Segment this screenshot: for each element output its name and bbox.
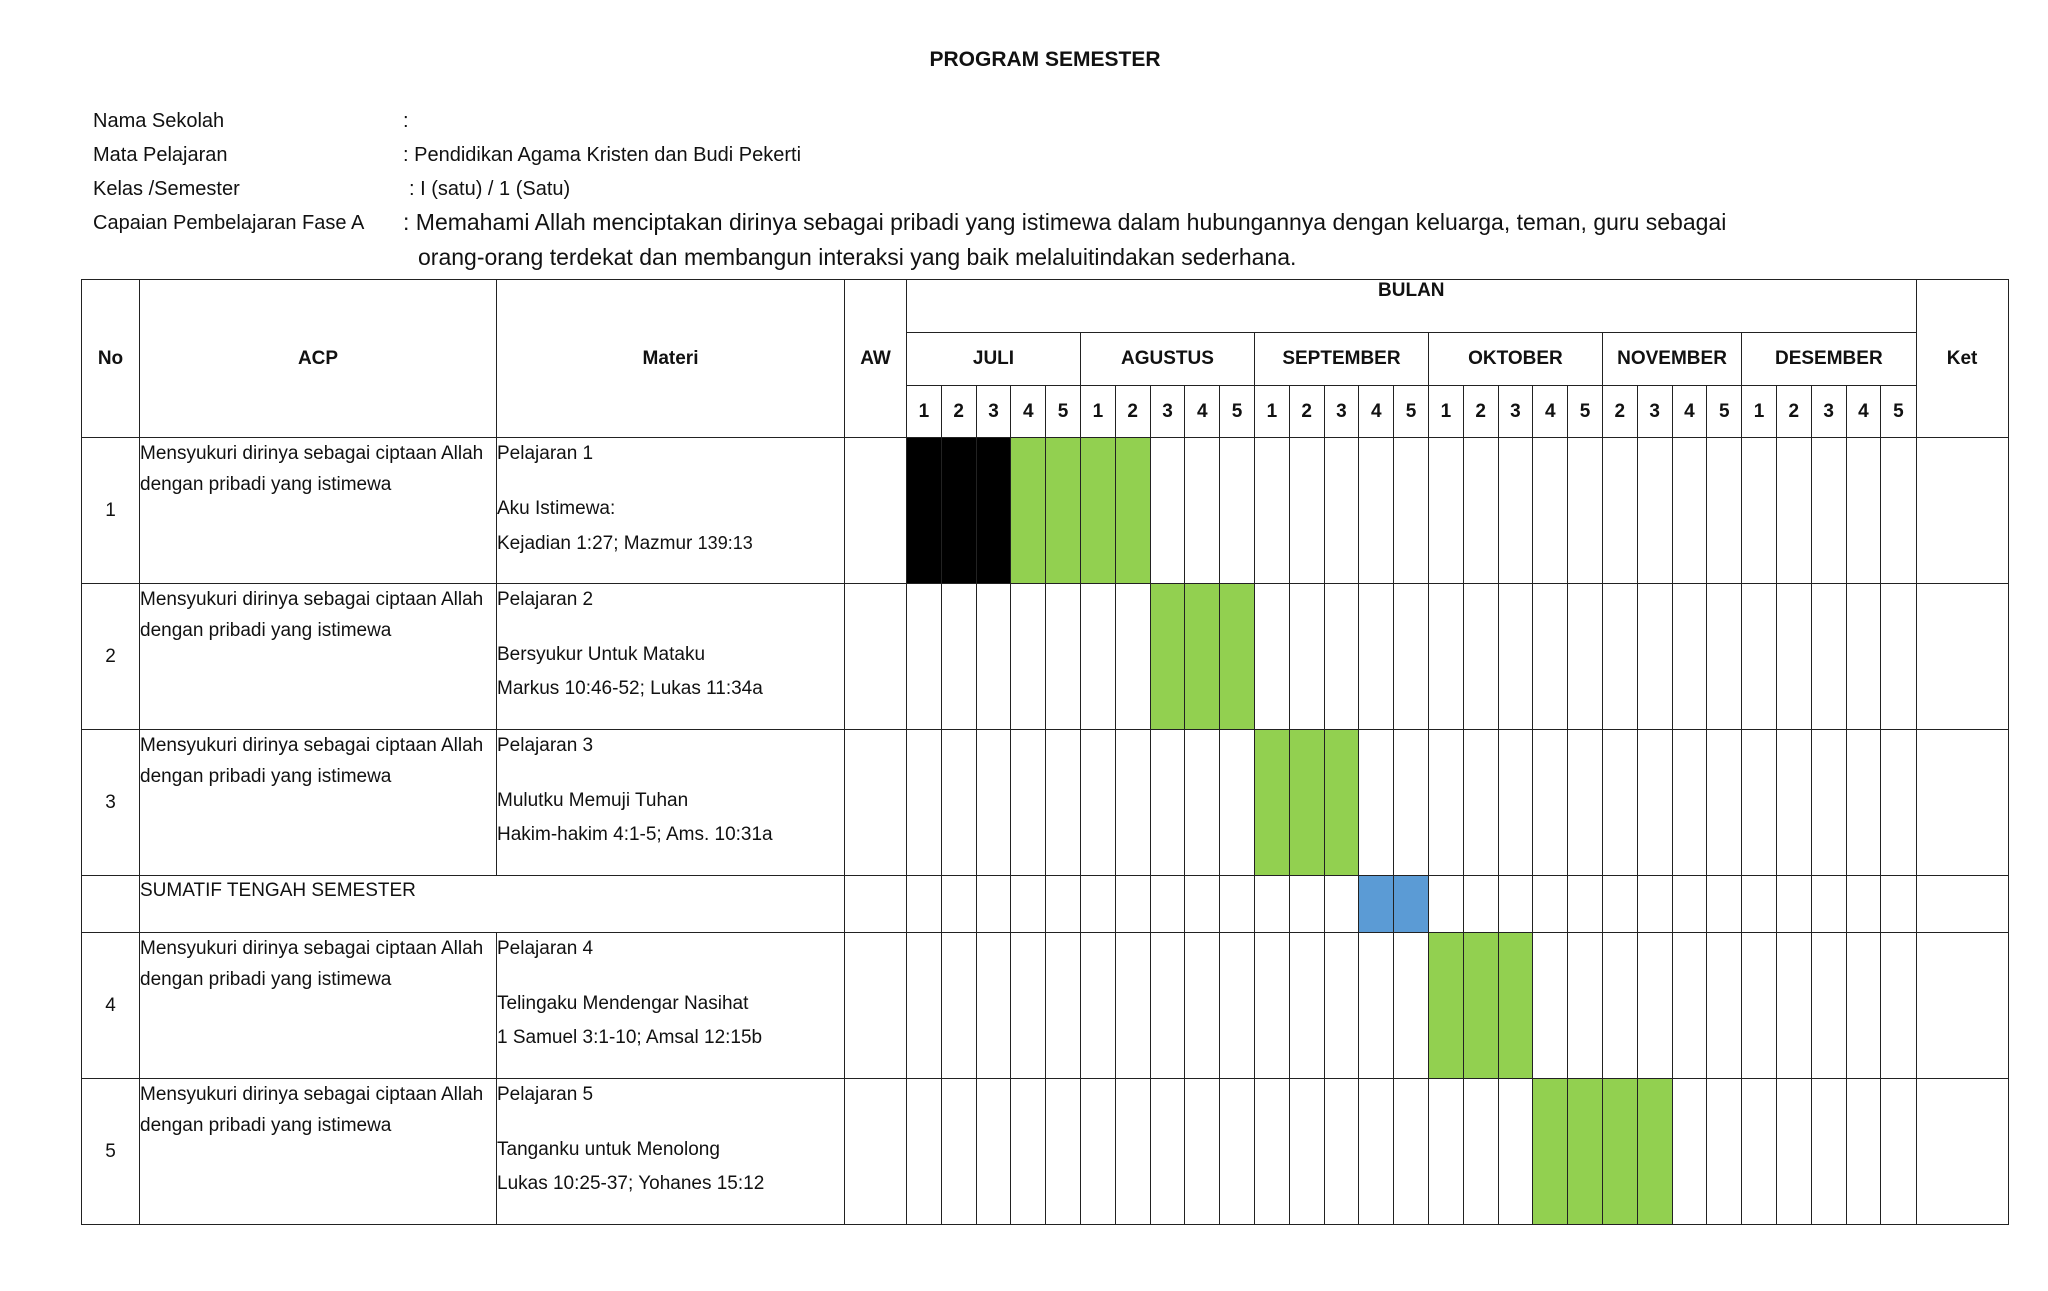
schedule-cell bbox=[1150, 933, 1185, 1079]
row-ket bbox=[1916, 438, 2008, 584]
schedule-cell-filled bbox=[1254, 730, 1289, 876]
schedule-cell bbox=[1881, 1079, 1916, 1225]
schedule-cell bbox=[1776, 584, 1811, 730]
schedule-cell bbox=[976, 1079, 1011, 1225]
schedule-cell bbox=[1881, 933, 1916, 1079]
schedule-cell bbox=[1254, 933, 1289, 1079]
program-semester-table bbox=[81, 279, 2009, 1225]
week-header-15: 5 bbox=[1394, 386, 1429, 438]
row-materi bbox=[497, 933, 845, 1079]
week-header-23: 4 bbox=[1672, 386, 1707, 438]
schedule-cell bbox=[1394, 584, 1429, 730]
schedule-cell bbox=[1498, 876, 1533, 933]
nama-sekolah-value: : bbox=[403, 110, 409, 132]
schedule-cell bbox=[1533, 876, 1568, 933]
schedule-cell bbox=[1080, 730, 1115, 876]
schedule-cell bbox=[1811, 933, 1846, 1079]
schedule-cell bbox=[1637, 876, 1672, 933]
row-no: 1 bbox=[82, 438, 140, 584]
month-september: SEPTEMBER bbox=[1254, 333, 1428, 386]
schedule-cell-filled bbox=[1394, 876, 1429, 933]
schedule-cell bbox=[907, 933, 942, 1079]
materi-reference: Markus 10:46-52; Lukas 11:34a bbox=[497, 678, 763, 699]
schedule-cell bbox=[1011, 730, 1046, 876]
schedule-cell bbox=[1463, 438, 1498, 584]
schedule-cell bbox=[1080, 1079, 1115, 1225]
schedule-cell bbox=[1115, 876, 1150, 933]
schedule-cell bbox=[1289, 933, 1324, 1079]
schedule-cell bbox=[1742, 584, 1777, 730]
schedule-cell bbox=[1707, 584, 1742, 730]
nama-sekolah-label: Nama Sekolah bbox=[93, 110, 225, 132]
schedule-cell bbox=[1185, 730, 1220, 876]
schedule-cell bbox=[1498, 584, 1533, 730]
row-materi bbox=[497, 1079, 845, 1225]
schedule-cell bbox=[1742, 933, 1777, 1079]
schedule-cell-filled bbox=[1220, 584, 1255, 730]
row-materi bbox=[497, 730, 845, 876]
schedule-cell bbox=[1080, 876, 1115, 933]
week-header-28: 4 bbox=[1846, 386, 1881, 438]
schedule-cell-filled bbox=[1533, 1079, 1568, 1225]
materi-topic: Aku Istimewa: bbox=[497, 498, 616, 519]
materi-reference-small: 139:13 bbox=[697, 533, 753, 553]
materi-reference: 1 Samuel 3:1-10; Amsal 12:15b bbox=[497, 1027, 763, 1048]
row-aw bbox=[845, 438, 907, 584]
week-header-17: 2 bbox=[1463, 386, 1498, 438]
table-row-5 bbox=[82, 1079, 2009, 1225]
materi-title: Pelajaran 4 bbox=[497, 938, 594, 959]
week-header-13: 3 bbox=[1324, 386, 1359, 438]
schedule-cell bbox=[1742, 730, 1777, 876]
schedule-cell bbox=[1568, 438, 1603, 584]
schedule-cell bbox=[907, 876, 942, 933]
schedule-cell bbox=[1846, 438, 1881, 584]
schedule-cell bbox=[1811, 730, 1846, 876]
schedule-cell bbox=[976, 584, 1011, 730]
schedule-cell bbox=[941, 584, 976, 730]
schedule-cell bbox=[1289, 876, 1324, 933]
schedule-cell bbox=[1846, 584, 1881, 730]
week-header-26: 2 bbox=[1776, 386, 1811, 438]
schedule-cell bbox=[1428, 876, 1463, 933]
schedule-cell bbox=[1359, 438, 1394, 584]
schedule-cell bbox=[1011, 933, 1046, 1079]
kelas-semester-label: Kelas /Semester bbox=[93, 178, 240, 200]
materi-reference: Hakim-hakim 4:1-5; Ams. 10:31a bbox=[497, 824, 773, 845]
materi-title: Pelajaran 2 bbox=[497, 589, 594, 610]
schedule-cell bbox=[1602, 584, 1637, 730]
schedule-cell bbox=[1742, 438, 1777, 584]
schedule-cell bbox=[1046, 1079, 1081, 1225]
schedule-cell bbox=[1637, 933, 1672, 1079]
schedule-cell bbox=[1254, 438, 1289, 584]
schedule-cell bbox=[1811, 876, 1846, 933]
schedule-cell bbox=[1637, 584, 1672, 730]
schedule-cell bbox=[1254, 584, 1289, 730]
row-ket bbox=[1916, 1079, 2008, 1225]
header-materi: Materi bbox=[497, 280, 845, 438]
schedule-cell bbox=[976, 933, 1011, 1079]
week-header-25: 1 bbox=[1742, 386, 1777, 438]
schedule-cell bbox=[1498, 730, 1533, 876]
schedule-cell bbox=[1150, 730, 1185, 876]
schedule-cell bbox=[1115, 933, 1150, 1079]
schedule-cell bbox=[1220, 730, 1255, 876]
materi-title: Pelajaran 3 bbox=[497, 735, 594, 756]
schedule-cell bbox=[1672, 730, 1707, 876]
schedule-cell-filled bbox=[1289, 730, 1324, 876]
row-ket bbox=[1916, 730, 2008, 876]
page-title: PROGRAM SEMESTER bbox=[929, 48, 1161, 71]
schedule-cell bbox=[1602, 730, 1637, 876]
schedule-cell bbox=[1220, 876, 1255, 933]
row-aw bbox=[845, 876, 907, 933]
schedule-cell-filled bbox=[1602, 1079, 1637, 1225]
month-agustus: AGUSTUS bbox=[1080, 333, 1254, 386]
schedule-cell bbox=[1463, 1079, 1498, 1225]
schedule-cell bbox=[1533, 933, 1568, 1079]
materi-topic: Mulutku Memuji Tuhan bbox=[497, 790, 689, 811]
schedule-cell bbox=[1707, 933, 1742, 1079]
schedule-cell bbox=[1776, 1079, 1811, 1225]
schedule-cell bbox=[1811, 438, 1846, 584]
row-ket bbox=[1916, 876, 2008, 933]
materi-topic: Telingaku Mendengar Nasihat bbox=[497, 993, 749, 1014]
schedule-cell-filled bbox=[1046, 438, 1081, 584]
week-header-7: 2 bbox=[1115, 386, 1150, 438]
row-no: 4 bbox=[82, 933, 140, 1079]
header-bulan: BULAN bbox=[907, 280, 1917, 333]
schedule-cell bbox=[1463, 730, 1498, 876]
schedule-cell bbox=[1046, 584, 1081, 730]
schedule-cell bbox=[1289, 1079, 1324, 1225]
schedule-cell bbox=[1220, 933, 1255, 1079]
schedule-cell bbox=[1707, 876, 1742, 933]
week-header-12: 2 bbox=[1289, 386, 1324, 438]
schedule-cell bbox=[1602, 438, 1637, 584]
header-no: No bbox=[82, 280, 140, 438]
schedule-cell bbox=[1394, 933, 1429, 1079]
week-header-20: 5 bbox=[1568, 386, 1603, 438]
schedule-cell bbox=[907, 584, 942, 730]
schedule-cell bbox=[1463, 584, 1498, 730]
header-acp: ACP bbox=[140, 280, 497, 438]
week-header-19: 4 bbox=[1533, 386, 1568, 438]
materi-reference-main: Kejadian 1:27; Mazmur bbox=[497, 533, 693, 554]
schedule-cell bbox=[1498, 438, 1533, 584]
schedule-cell bbox=[1533, 730, 1568, 876]
row-acp: Mensyukuri dirinya sebagai ciptaan Allah dengan pribadi yang istimewa bbox=[140, 438, 497, 584]
week-header-14: 4 bbox=[1359, 386, 1394, 438]
schedule-cell bbox=[1011, 876, 1046, 933]
schedule-cell-filled bbox=[1498, 933, 1533, 1079]
schedule-cell bbox=[1707, 438, 1742, 584]
schedule-cell bbox=[941, 730, 976, 876]
schedule-cell bbox=[1776, 438, 1811, 584]
schedule-cell bbox=[1672, 933, 1707, 1079]
week-header-21: 2 bbox=[1602, 386, 1637, 438]
table-row-sumatif bbox=[82, 876, 2009, 933]
capaian-value-line2: orang-orang terdekat dan membangun interaksi yang baik melaluitindakan sederhana. bbox=[418, 244, 1297, 270]
week-header-1: 1 bbox=[907, 386, 942, 438]
week-header-29: 5 bbox=[1881, 386, 1916, 438]
week-header-27: 3 bbox=[1811, 386, 1846, 438]
schedule-cell bbox=[941, 876, 976, 933]
row-acp: Mensyukuri dirinya sebagai ciptaan Allah dengan pribadi yang istimewa bbox=[140, 584, 497, 730]
week-header-5: 5 bbox=[1046, 386, 1081, 438]
schedule-cell-filled bbox=[1428, 933, 1463, 1079]
schedule-cell bbox=[1672, 584, 1707, 730]
schedule-cell bbox=[1776, 876, 1811, 933]
schedule-cell bbox=[1324, 933, 1359, 1079]
week-header-10: 5 bbox=[1220, 386, 1255, 438]
table-row-4 bbox=[82, 933, 2009, 1079]
sumatif-label: SUMATIF TENGAH SEMESTER bbox=[140, 876, 845, 933]
table-row-3 bbox=[82, 730, 2009, 876]
row-aw bbox=[845, 584, 907, 730]
schedule-cell bbox=[1185, 876, 1220, 933]
schedule-cell bbox=[1254, 876, 1289, 933]
schedule-cell bbox=[1637, 730, 1672, 876]
capaian-value-line1: : Memahami Allah menciptakan dirinya sebagai pribadi yang istimewa dalam hubungannya dengan keluarga, teman, guru sebagai bbox=[403, 209, 1727, 235]
mata-pelajaran-value: : Pendidikan Agama Kristen dan Budi Pekerti bbox=[403, 144, 802, 166]
schedule-cell bbox=[1428, 730, 1463, 876]
schedule-cell bbox=[1185, 933, 1220, 1079]
schedule-cell bbox=[1707, 730, 1742, 876]
schedule-cell bbox=[1637, 438, 1672, 584]
schedule-cell-filled bbox=[1115, 438, 1150, 584]
schedule-cell bbox=[1220, 438, 1255, 584]
schedule-cell-filled bbox=[1324, 730, 1359, 876]
schedule-cell bbox=[1533, 584, 1568, 730]
schedule-cell bbox=[1811, 584, 1846, 730]
schedule-cell bbox=[1220, 1079, 1255, 1225]
schedule-cell bbox=[1185, 1079, 1220, 1225]
week-header-8: 3 bbox=[1150, 386, 1185, 438]
week-header-18: 3 bbox=[1498, 386, 1533, 438]
schedule-cell bbox=[1881, 438, 1916, 584]
schedule-cell bbox=[1672, 438, 1707, 584]
schedule-cell bbox=[1881, 584, 1916, 730]
schedule-cell-filled bbox=[907, 438, 942, 584]
materi-topic: Tanganku untuk Menolong bbox=[497, 1139, 720, 1160]
schedule-cell bbox=[1672, 876, 1707, 933]
schedule-cell bbox=[1742, 1079, 1777, 1225]
week-header-11: 1 bbox=[1254, 386, 1289, 438]
schedule-cell-filled bbox=[1359, 876, 1394, 933]
schedule-cell bbox=[1568, 876, 1603, 933]
schedule-cell bbox=[1602, 933, 1637, 1079]
week-header-6: 1 bbox=[1080, 386, 1115, 438]
header-aw: AW bbox=[845, 280, 907, 438]
schedule-cell bbox=[1080, 584, 1115, 730]
schedule-cell bbox=[1428, 438, 1463, 584]
materi-title: Pelajaran 1 bbox=[497, 443, 594, 464]
schedule-cell bbox=[1359, 933, 1394, 1079]
schedule-cell-filled bbox=[1568, 1079, 1603, 1225]
schedule-cell bbox=[1080, 933, 1115, 1079]
row-no: 3 bbox=[82, 730, 140, 876]
materi-reference bbox=[497, 526, 844, 561]
row-aw bbox=[845, 933, 907, 1079]
schedule-cell bbox=[1463, 876, 1498, 933]
schedule-cell bbox=[1568, 933, 1603, 1079]
row-ket bbox=[1916, 584, 2008, 730]
row-no: 5 bbox=[82, 1079, 140, 1225]
schedule-cell bbox=[1846, 1079, 1881, 1225]
schedule-cell bbox=[1046, 933, 1081, 1079]
schedule-cell-filled bbox=[976, 438, 1011, 584]
schedule-cell bbox=[1289, 438, 1324, 584]
schedule-cell bbox=[1672, 1079, 1707, 1225]
week-header-3: 3 bbox=[976, 386, 1011, 438]
schedule-cell bbox=[1115, 1079, 1150, 1225]
schedule-cell bbox=[1254, 1079, 1289, 1225]
schedule-cell bbox=[1568, 584, 1603, 730]
schedule-cell bbox=[1742, 876, 1777, 933]
schedule-cell bbox=[1046, 730, 1081, 876]
row-no bbox=[82, 876, 140, 933]
schedule-cell-filled bbox=[1185, 584, 1220, 730]
schedule-cell bbox=[1150, 876, 1185, 933]
row-acp: Mensyukuri dirinya sebagai ciptaan Allah dengan pribadi yang istimewa bbox=[140, 1079, 497, 1225]
schedule-cell bbox=[976, 730, 1011, 876]
schedule-cell bbox=[1394, 730, 1429, 876]
month-november: NOVEMBER bbox=[1602, 333, 1741, 386]
schedule-cell bbox=[1289, 584, 1324, 730]
row-materi bbox=[497, 584, 845, 730]
week-header-9: 4 bbox=[1185, 386, 1220, 438]
materi-topic: Bersyukur Untuk Mataku bbox=[497, 644, 706, 665]
header-ket: Ket bbox=[1916, 280, 2008, 438]
schedule-cell bbox=[1776, 933, 1811, 1079]
schedule-cell bbox=[1394, 438, 1429, 584]
row-acp: Mensyukuri dirinya sebagai ciptaan Allah dengan pribadi yang istimewa bbox=[140, 730, 497, 876]
week-header-4: 4 bbox=[1011, 386, 1046, 438]
schedule-cell-filled bbox=[1637, 1079, 1672, 1225]
schedule-cell bbox=[941, 1079, 976, 1225]
schedule-cell bbox=[941, 933, 976, 1079]
schedule-cell bbox=[1602, 876, 1637, 933]
schedule-cell bbox=[907, 1079, 942, 1225]
schedule-cell-filled bbox=[1080, 438, 1115, 584]
row-aw bbox=[845, 730, 907, 876]
schedule-cell bbox=[1359, 730, 1394, 876]
materi-title: Pelajaran 5 bbox=[497, 1084, 594, 1105]
schedule-cell-filled bbox=[1463, 933, 1498, 1079]
schedule-cell bbox=[1428, 1079, 1463, 1225]
schedule-cell bbox=[1881, 876, 1916, 933]
month-juli: JULI bbox=[907, 333, 1081, 386]
week-header-22: 3 bbox=[1637, 386, 1672, 438]
schedule-cell bbox=[1324, 584, 1359, 730]
schedule-cell bbox=[1150, 1079, 1185, 1225]
capaian-label: Capaian Pembelajaran Fase A bbox=[93, 212, 365, 234]
row-materi bbox=[497, 438, 845, 584]
schedule-cell bbox=[1428, 584, 1463, 730]
mata-pelajaran-label: Mata Pelajaran bbox=[93, 144, 228, 166]
schedule-cell bbox=[1115, 584, 1150, 730]
schedule-cell bbox=[1185, 438, 1220, 584]
row-acp: Mensyukuri dirinya sebagai ciptaan Allah dengan pribadi yang istimewa bbox=[140, 933, 497, 1079]
schedule-cell bbox=[1324, 876, 1359, 933]
materi-reference: Lukas 10:25-37; Yohanes 15:12 bbox=[497, 1173, 765, 1194]
schedule-cell bbox=[1011, 1079, 1046, 1225]
schedule-cell bbox=[1776, 730, 1811, 876]
kelas-semester-value: : I (satu) / 1 (Satu) bbox=[409, 178, 571, 200]
table-row-1 bbox=[82, 438, 2009, 584]
schedule-cell-filled bbox=[941, 438, 976, 584]
row-aw bbox=[845, 1079, 907, 1225]
schedule-cell bbox=[1359, 1079, 1394, 1225]
schedule-cell bbox=[976, 876, 1011, 933]
schedule-cell-filled bbox=[1011, 438, 1046, 584]
schedule-cell bbox=[1707, 1079, 1742, 1225]
week-header-16: 1 bbox=[1428, 386, 1463, 438]
schedule-cell-filled bbox=[1150, 584, 1185, 730]
schedule-cell bbox=[1324, 438, 1359, 584]
table-row-2 bbox=[82, 584, 2009, 730]
row-ket bbox=[1916, 933, 2008, 1079]
month-desember: DESEMBER bbox=[1742, 333, 1916, 386]
schedule-cell bbox=[1046, 876, 1081, 933]
schedule-cell bbox=[1324, 1079, 1359, 1225]
schedule-cell bbox=[1533, 438, 1568, 584]
schedule-cell bbox=[1846, 876, 1881, 933]
schedule-cell bbox=[1394, 1079, 1429, 1225]
schedule-cell bbox=[1846, 730, 1881, 876]
schedule-cell bbox=[1150, 438, 1185, 584]
row-no: 2 bbox=[82, 584, 140, 730]
schedule-cell bbox=[1011, 584, 1046, 730]
schedule-cell bbox=[1846, 933, 1881, 1079]
schedule-cell bbox=[1359, 584, 1394, 730]
week-header-2: 2 bbox=[941, 386, 976, 438]
schedule-cell bbox=[1811, 1079, 1846, 1225]
schedule-cell bbox=[1115, 730, 1150, 876]
month-oktober: OKTOBER bbox=[1428, 333, 1602, 386]
schedule-cell bbox=[907, 730, 942, 876]
schedule-cell bbox=[1881, 730, 1916, 876]
schedule-cell bbox=[1498, 1079, 1533, 1225]
week-header-24: 5 bbox=[1707, 386, 1742, 438]
schedule-cell bbox=[1568, 730, 1603, 876]
